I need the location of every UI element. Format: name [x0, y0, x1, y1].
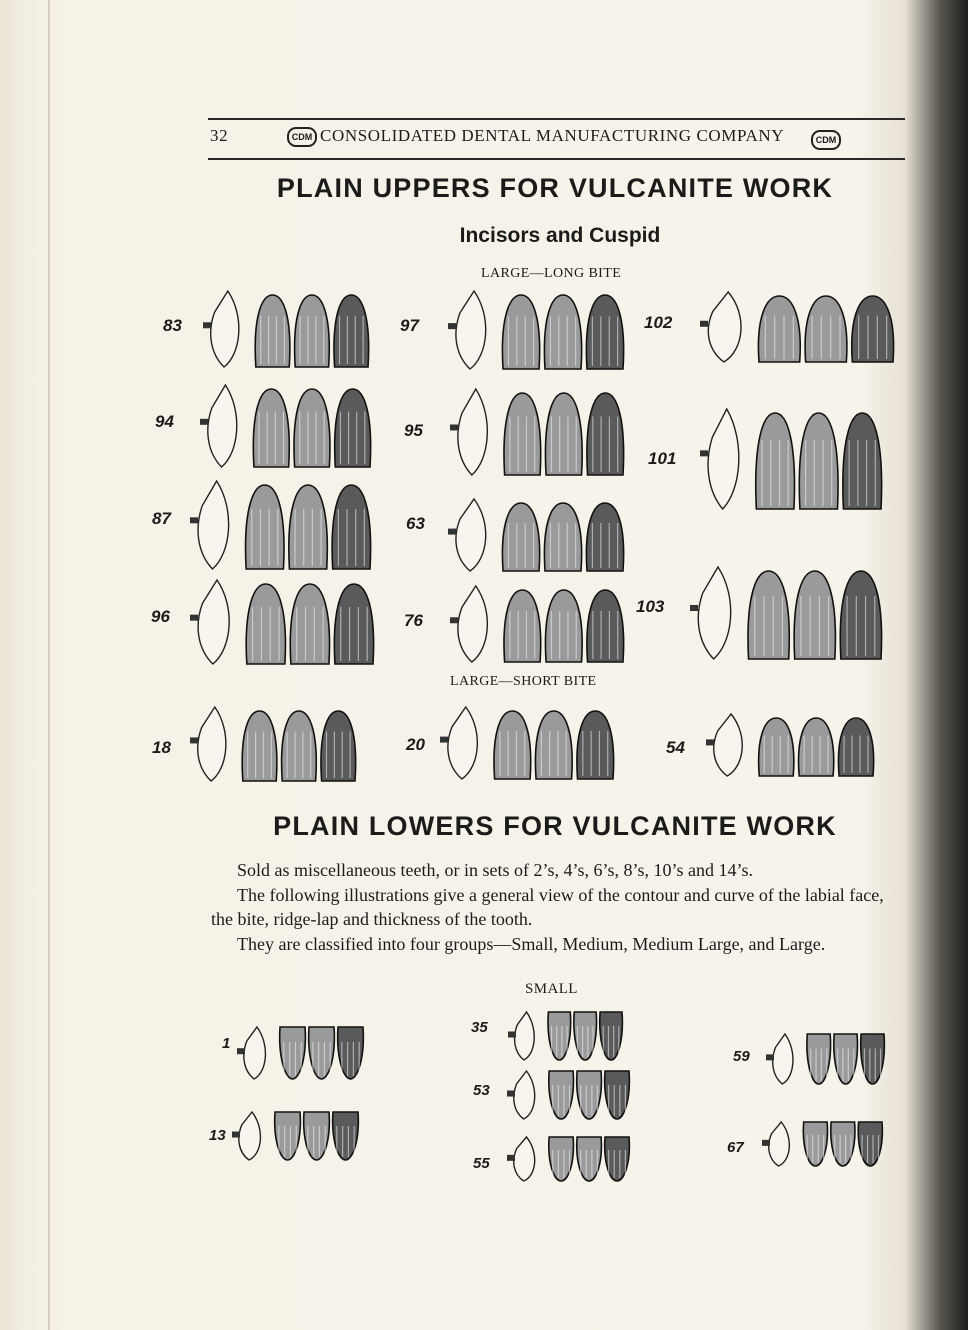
tooth-set-illustration [448, 287, 630, 373]
tooth-set-illustration [508, 1008, 628, 1064]
tooth-set-illustration [766, 1030, 890, 1088]
tooth-number-35: 35 [471, 1019, 488, 1036]
tooth-pin [232, 1132, 240, 1138]
tooth-pin [508, 1032, 516, 1038]
tooth-pin [762, 1140, 770, 1146]
header-bottom-rule [208, 158, 905, 160]
tooth-set-illustration [203, 287, 375, 371]
tooth-pin [507, 1155, 515, 1161]
tooth-pin [200, 419, 208, 425]
tooth-number-95: 95 [404, 421, 423, 440]
tooth-front [748, 571, 789, 659]
tooth-number-103: 103 [636, 597, 665, 616]
tooth-set-illustration [448, 495, 630, 575]
uppers-title: PLAIN UPPERS FOR VULCANITE WORK [276, 173, 834, 203]
tooth-number-18: 18 [152, 738, 171, 757]
description-paragraph: The following illustrations give a general view of the contour and curve of the labial face, the bite, ridge-lap and thickness of the tooth. [211, 884, 884, 929]
tooth-pin [700, 321, 708, 327]
tooth-profile [458, 586, 487, 662]
tooth-profile [708, 409, 739, 509]
tooth-set-illustration [450, 582, 630, 666]
tooth-profile [714, 714, 742, 776]
lowers-title: PLAIN LOWERS FOR VULCANITE WORK [273, 811, 837, 841]
tooth-front [805, 296, 847, 362]
tooth-profile [211, 291, 239, 367]
tooth-front [852, 296, 894, 362]
company-logo-right: CDM [811, 130, 841, 150]
description-paragraph: Sold as miscellaneous teeth, or in sets of 2’s, 4’s, 6’s, 8’s, 10’s and 14’s. [237, 860, 753, 880]
tooth-profile [769, 1122, 790, 1166]
tooth-pin [190, 517, 198, 523]
tooth-number-87: 87 [152, 509, 171, 528]
tooth-profile [208, 385, 237, 467]
tooth-set-illustration [700, 288, 900, 366]
description-paragraph: They are classified into four groups—Small, Medium, Medium Large, and Large. [237, 933, 826, 954]
tooth-set-illustration [762, 1118, 888, 1170]
tooth-set-illustration [190, 703, 362, 785]
tooth-profile [456, 291, 486, 369]
tooth-number-1: 1 [222, 1035, 231, 1052]
tooth-pin [450, 617, 458, 623]
tooth-set-illustration [450, 385, 630, 479]
tooth-profile [773, 1034, 793, 1084]
tooth-number-53: 53 [473, 1082, 490, 1099]
tooth-number-20: 20 [406, 735, 425, 754]
tooth-pin [190, 737, 198, 743]
tooth-profile [244, 1027, 266, 1079]
tooth-pin [237, 1048, 245, 1054]
tooth-profile [198, 580, 229, 664]
tooth-pin [700, 450, 708, 456]
tooth-pin [706, 739, 714, 745]
tooth-pin [203, 322, 211, 328]
uppers-subtitle: Incisors and Cuspid [459, 224, 661, 247]
tooth-profile [514, 1137, 535, 1181]
tooth-number-54: 54 [666, 738, 685, 757]
tooth-number-83: 83 [163, 316, 182, 335]
tooth-pin [690, 605, 698, 611]
tooth-profile [698, 567, 730, 659]
tooth-set-illustration [700, 405, 888, 513]
tooth-number-59: 59 [733, 1048, 750, 1065]
header-top-rule [208, 118, 905, 120]
tooth-set-illustration [507, 1067, 635, 1123]
tooth-front [758, 296, 800, 362]
tooth-number-97: 97 [400, 316, 419, 335]
lowers-description [211, 858, 905, 956]
tooth-profile [198, 707, 226, 781]
tooth-pin [440, 737, 448, 743]
tooth-profile [239, 1112, 261, 1160]
page-number: 32 [210, 126, 229, 145]
tooth-pin [450, 424, 458, 430]
tooth-set-illustration [690, 563, 888, 663]
long-bite-caption: LARGE—LONG BITE [481, 266, 622, 281]
tooth-number-55: 55 [473, 1155, 490, 1172]
tooth-number-67: 67 [727, 1139, 744, 1156]
tooth-pin [448, 323, 456, 329]
tooth-number-13: 13 [209, 1127, 226, 1144]
tooth-set-illustration [232, 1108, 364, 1164]
tooth-profile [456, 499, 486, 571]
tooth-pin [190, 615, 198, 621]
tooth-profile [458, 389, 487, 475]
company-logo-left: CDM [287, 127, 317, 147]
tooth-number-76: 76 [404, 611, 423, 630]
tooth-number-102: 102 [644, 313, 673, 332]
tooth-pin [766, 1054, 774, 1060]
tooth-profile [514, 1071, 535, 1119]
tooth-pin [507, 1091, 515, 1097]
tooth-number-96: 96 [151, 607, 170, 626]
tooth-set-illustration [237, 1023, 369, 1083]
tooth-profile [448, 707, 477, 779]
tooth-set-illustration [200, 381, 377, 471]
tooth-front [794, 571, 835, 659]
tooth-set-illustration [507, 1133, 635, 1185]
company-name: CONSOLIDATED DENTAL MANUFACTURING COMPANY [320, 126, 785, 145]
tooth-set-illustration [190, 477, 377, 573]
tooth-set-illustration [706, 710, 880, 780]
tooth-profile [515, 1012, 535, 1060]
tooth-number-94: 94 [155, 412, 174, 431]
tooth-profile [198, 481, 229, 569]
tooth-set-illustration [190, 576, 380, 668]
tooth-number-63: 63 [406, 514, 425, 533]
tooth-profile [708, 292, 741, 362]
short-bite-caption: LARGE—SHORT BITE [450, 674, 597, 689]
tooth-pin [448, 529, 456, 535]
tooth-front [840, 571, 881, 659]
tooth-set-illustration [440, 703, 620, 783]
tooth-number-101: 101 [648, 449, 677, 468]
small-caption: SMALL [525, 981, 578, 997]
